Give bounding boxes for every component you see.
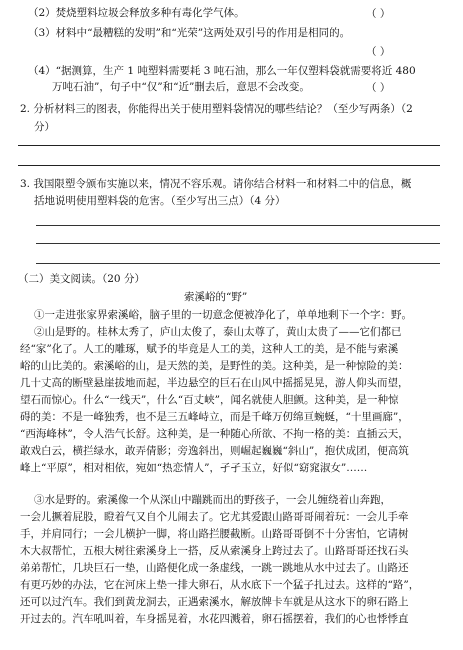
question-3-line1: 3. 我国限塑令颁布实施以来，情况不容乐观。请你结合材料一和材料二中的信息，概 (20, 178, 412, 190)
answer-bracket-1-3[interactable]: （ ） (366, 46, 391, 58)
passage-line: 木大叔帮忙，五根大树往索溪身上一搭，反从索溪身上跨过去了。山路哥哥还找石头 (20, 545, 409, 557)
answer-bracket-1-4[interactable]: （ ） (366, 82, 391, 94)
answer-line[interactable] (18, 165, 440, 166)
answer-bracket-1-2[interactable]: （ ） (366, 8, 391, 20)
passage-line: ②山是野的。桂林太秀了，庐山太俊了，泰山太尊了，黄山太贵了——它们都已 (34, 326, 402, 338)
question-2-line1: 2. 分析材料三的图表，你能得出关于使用塑料袋情况的哪些结论？（至少写两条）（2 (20, 103, 413, 115)
passage-line: 峰上“平原”，相对相依，宛如“热恋情人”，孑孑玉立，好似“窈窕淑女”…… (20, 462, 368, 474)
passage-line: 望石而惊心。什么“一线天”，什么“百丈峡”，闻名就使人胆颤。这种美，是一种惊 (20, 394, 399, 406)
passage-line: 弟弟帮忙，几块巨石一垫，山路便化成一条虚线，一跳一跳地从水中过去了。山路还 (20, 562, 409, 574)
question-1-4-line2: 万吨石油”，句子中“仅”和“近”删去后，意思不会改变。 (52, 81, 310, 93)
question-1-3: （3）材料中“最糟糕的发明”和“光荣”这两处双引号的作用是相同的。 (28, 27, 351, 39)
passage-line: 敢戏白云，横拦绿水，敢弄倩影；旁逸斜出，则崛起巍巍“斜山”，抱伏成团，便高筑 (20, 445, 409, 457)
passage-line: “西海峰林”，令人浩气长舒。这种美，是一种随心所欲、不拘一格的美：直插云天， (20, 428, 409, 440)
passage-title: 索溪峪的“野” (184, 291, 248, 303)
passage-line: 经“家”化了。人工的雕琢，赋予的毕竟是人工的美，这种人工的美，是不能与索溪 (20, 343, 399, 355)
passage-line: 碍的美：不是一峰独秀，也不是三五峰峙立，而是千峰万仞绵亘蜿蜒，“十里画廊”， (20, 411, 409, 423)
section-heading: （二）美文阅读。（20 分） (18, 273, 145, 285)
passage-line: ①一走进张家界索溪峪，脑子里的一切意念便被净化了，单单地剩下一个字：野。 (34, 309, 412, 321)
passage-line: 几十丈高的断壁悬崖拔地而起，半边悬空的巨石在山风中摇摇晃晃，游人仰头而望， (20, 377, 409, 389)
passage-line: 有更巧妙的办法，它在河床上垫一排大卵石，从水底下一个猛子扎过去。这样的“路”， (20, 579, 420, 591)
passage-line: 还可以过汽车。我们到黄龙洞去，正遇索溪水，解放牌卡车就是从这水下的卵石路上 (20, 596, 409, 608)
answer-line[interactable] (36, 225, 440, 226)
passage-line: 手，并肩同行；一会儿横护一脚，将山路拦腰截断。山路哥哥倒不十分害怕，它请树 (20, 528, 409, 540)
passage-line: 一会儿撅着屁股，瞪着气又自个儿闹去了。它尤其爱跟山路哥哥闹着玩：一会儿手牵 (20, 511, 409, 523)
answer-line[interactable] (18, 145, 440, 146)
question-1-4-line1: （4）“据测算，生产 1 吨塑料需要耗 3 吨石油，那么一年仅塑料袋就需要将近 480 (28, 65, 416, 77)
question-1-2: （2）焚烧塑料垃圾会释放多种有毒化学气体。 (28, 7, 245, 19)
question-2-line2: 分） (34, 121, 55, 133)
passage-line: 峪的山比美的。索溪峪的山，是天然的美，是野性的美。这种美，是一种惊险的美： (20, 360, 409, 372)
passage-line: ③水是野的。索溪像一个从深山中蹦跳而出的野孩子，一会儿缠绕着山奔跑， (34, 494, 391, 506)
answer-line[interactable] (36, 263, 440, 264)
question-3-line2: 括地说明使用塑料袋的危害。（至少写出三点）（4 分） (34, 195, 286, 207)
answer-line[interactable] (36, 243, 440, 244)
passage-line: 开过去的。汽车吼叫着，车身摇晃着，水花四溅着，卵石摇摆着，我们的心也悸悸直 (20, 613, 409, 625)
